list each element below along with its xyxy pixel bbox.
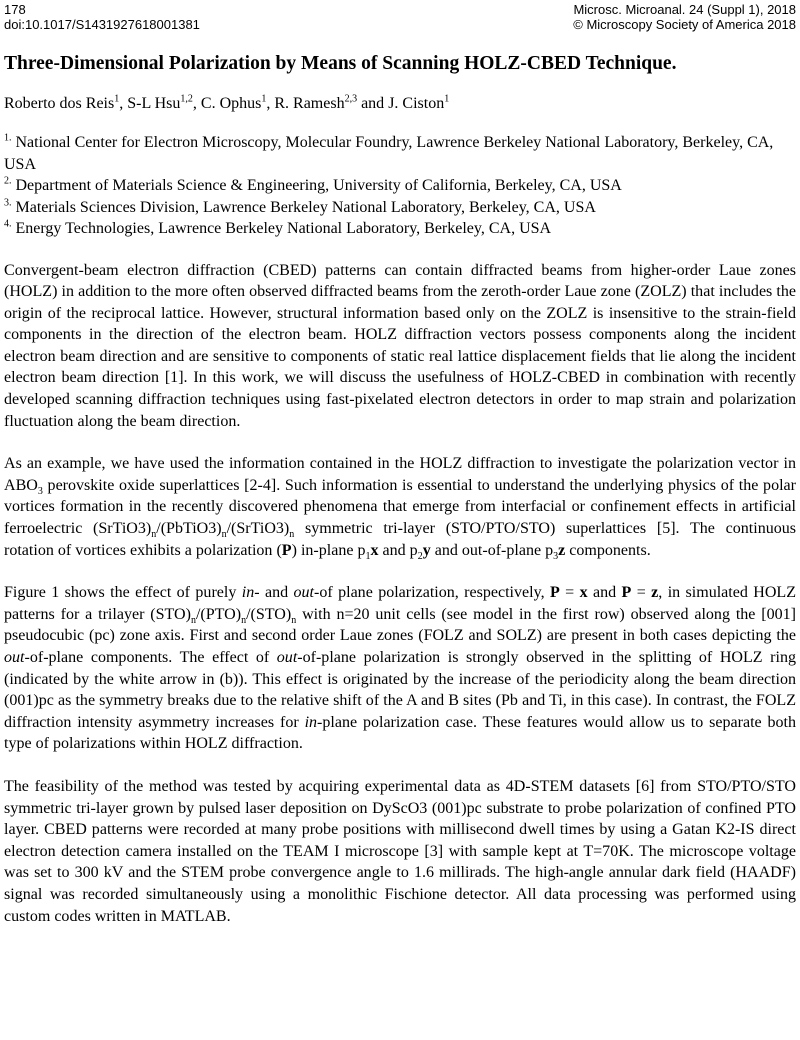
- header-right: [573, 2, 796, 32]
- affiliation: $^{4.}$ Energy Technologies, Lawrence Berkeley National Laboratory, Berkeley, CA, USA: [4, 218, 552, 237]
- author: J. Ciston$^1$: [388, 93, 450, 112]
- affiliation: $^{3.}$ Materials Sciences Division, Lawrence Berkeley National Laboratory, Berkeley, CA, USA: [4, 197, 596, 216]
- page-header: [0, 0, 800, 36]
- paragraph-intro: Convergent-beam electron diffraction (CBED) patterns can contain diffracted beams from higher-order Laue zones (HOLZ) in addition to the more often observed diffracted beams from the zeroth-order Laue zone (ZOLZ) that includes the origin of the reciprocal lattice. However, structural information based only on the ZOLZ is insensitive to the strain-field components in the direction of the electron beam. HOLZ diffraction vectors possess components along the incident electron beam direction and are sensitive to components of static real lattice displacement fields that lie along the incident electron beam direction [1]. In this work, we will discuss the usefulness of HOLZ-CBED in combination with recently developed scanning diffraction techniques using fast-pixelated electron detectors in order to map strain and polarization fluctuation along the beam direction.: [4, 261, 796, 430]
- author: Roberto dos Reis$^1$: [4, 93, 120, 112]
- article-title: Three-Dimensional Polarization by Means of Scanning HOLZ-CBED Technique.: [4, 53, 677, 74]
- affiliation: $^{1.}$ National Center for Electron Microscopy, Molecular Foundry, Lawrence Berkeley National Laboratory, Berkeley, CA, USA: [4, 132, 774, 173]
- affiliation-list: [4, 132, 796, 240]
- author-list: Roberto dos Reis$^1$, S-L Hsu$^{1,2}$, C. Ophus$^1$, R. Ramesh$^{2,3}$ and J. Ciston$^1$: [4, 93, 450, 112]
- author: C. Ophus$^1$: [200, 93, 267, 112]
- header-left: [4, 2, 200, 32]
- doi: doi:10.1017/S1431927618001381: [4, 17, 200, 32]
- paragraph-example: As an example, we have used the information contained in the HOLZ diffraction to investigate the polarization vector in $ABO_3$ perovskite oxide superlattices [2-4]. Such information is essential to understand the underlying physics of the polar vortices formation in the recently discovered phenomena that emerge from interfacial or confinement effects in artificial ferroelectric $(SrTiO3)_n/(PbTiO3)_n/(SrTiO3)_n$ symmetric tri-layer (STO/PTO/STO) superlattices [5]. The continuous rotation of vortices exhibits a polarization (P) in-plane $p_1x$ and $p_2y$ and out-of-plane $p_3z$ components.: [4, 455, 796, 562]
- article-body: [4, 52, 796, 948]
- affiliation: $^{2.}$ Department of Materials Science & Engineering, University of California, Berkeley, CA, USA: [4, 175, 622, 194]
- author: S-L Hsu$^{1,2}$: [127, 93, 193, 112]
- author: R. Ramesh$^{2,3}$: [274, 93, 358, 112]
- journal-citation: Microsc. Microanal. 24 (Suppl 1), 2018: [573, 2, 796, 17]
- copyright: © Microscopy Society of America 2018: [573, 17, 796, 32]
- paragraph-figure1: Figure 1 shows the effect of purely in- and out-of plane polarization, respectively, P = x and P = z, in simulated HOLZ patterns for a trilayer $(STO)_n/(PTO)_n/(STO)_n$ with n=20 unit cells (see model in the first row) observed along the [001] pseudocubic (pc) zone axis. First and second order Laue zones (FOLZ and SOLZ) are present in both cases depicting the out-of-plane components. The effect of out-of-plane polarization is strongly observed in the splitting of HOLZ ring (indicated by the white arrow in (b)). This effect is originated by the increase of the periodicity along the beam direction (001)pc as the symmetry breaks due to the relative shift of the A and B sites (Pb and Ti, in this case). In contrast, the FOLZ diffraction intensity asymmetry increases for in-plane polarization case. These features would allow us to separate both type of polarizations within HOLZ diffraction.: [4, 584, 797, 753]
- paragraph-method: The feasibility of the method was tested by acquiring experimental data as 4D-STEM datasets [6] from STO/PTO/STO symmetric tri-layer grown by pulsed laser deposition on DyScO3 (001)pc substrate to probe polarization of confined PTO layer. CBED patterns were recorded at many probe positions with millisecond dwell times by using a Gatan K2-IS direct electron detection camera installed on the TEAM I microscope [3] with sample kept at T=70K. The microscope voltage was set to 300 kV and the STEM probe convergence angle to 1.6 millirads. The high-angle annular dark field (HAADF) signal was recorded simultaneously using a monolithic Fischione detector. All data processing was performed using custom codes written in MATLAB.: [4, 777, 796, 925]
- page-number: 178: [4, 2, 26, 17]
